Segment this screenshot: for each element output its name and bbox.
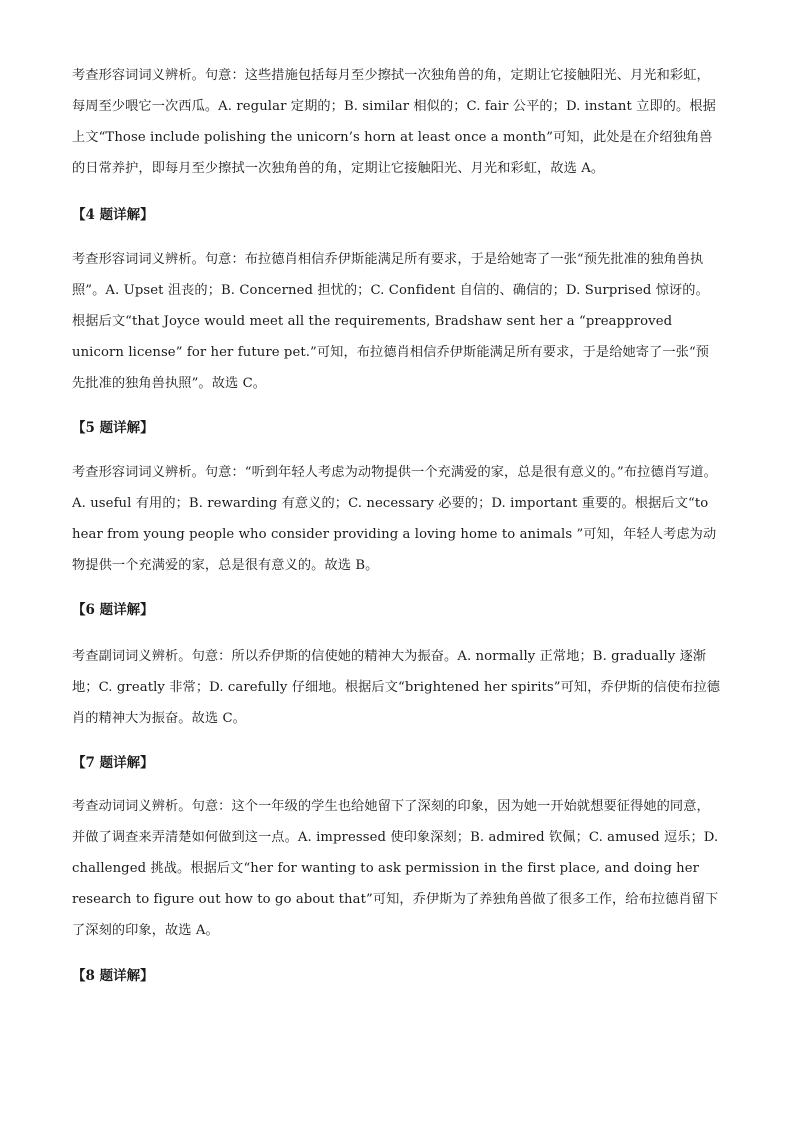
explanation-paragraph-3: 考查形容词词义辨析。句意：这些措施包括每月至少擦拭一次独角兽的角，定期让它接触阳光、月光和彩虹，每周至少喂它一次西瓜。A. regular 定期的；B. similar 相似的；C. fair 公平的；D. instant 立即的。根据上文“Those include polishing the unicorn’s horn at least once a month”可知，此处是在介绍独角兽的日常养护，即每月至少擦拭一次独角兽的角，定期让它接触阳光、月光和彩虹，故选 A。 <box>72 68 716 176</box>
explanation-paragraph-5: 考查形容词词义辨析。句意：“听到年轻人考虑为动物提供一个充满爱的家，总是很有意义的。”布拉德肖写道。A. useful 有用的；B. rewarding 有意义的；C. necessary 必要的；D. important 重要的。根据后文“to hear from young people who consider providing a loving home to animals ”可知，年轻人考虑为动物提供一个充满爱的家，总是很有意义的。故选 B。 <box>72 465 717 573</box>
question-heading-4: 【4 题详解】 <box>72 207 154 223</box>
explanation-paragraph-7: 考查动词词义辨析。句意：这个一年级的学生也给她留下了深刻的印象，因为她一开始就想要征得她的同意，并做了调查来弄清楚如何做到这一点。A. impressed 使印象深刻；B. admired 钦佩；C. amused 逗乐；D. challenged 挑战。根据后文“her for wanting to ask permission in the first place, and doing her research to figure out how to go about that”可知，乔伊斯为了养独角兽做了很多工作，给布拉德肖留下了深刻的印象，故选 A。 <box>72 799 719 938</box>
question-heading-7: 【7 题详解】 <box>72 755 154 771</box>
explanation-paragraph-4: 考查形容词词义辨析。句意：布拉德肖相信乔伊斯能满足所有要求，于是给她寄了一张“预先批准的独角兽执照”。A. Upset 沮丧的；B. Concerned 担忧的；C. Confident 自信的、确信的；D. Surprised 惊讶的。根据后文“that Joyce would meet all the requirements, Bradshaw sent her a “preapproved unicorn license” for her future pet.”可知，布拉德肖相信乔伊斯能满足所有要求，于是给她寄了一张“预先批准的独角兽执照”。故选 C。 <box>72 252 710 391</box>
explanation-paragraph-6: 考查副词词义辨析。句意：所以乔伊斯的信使她的精神大为振奋。A. normally 正常地；B. gradually 逐渐地；C. greatly 非常；D. carefully 仔细地。根据后文“brightened her spirits”可知，乔伊斯的信使布拉德肖的精神大为振奋。故选 C。 <box>72 649 721 726</box>
question-heading-6: 【6 题详解】 <box>72 602 154 618</box>
question-heading-5: 【5 题详解】 <box>72 420 154 436</box>
question-heading-8: 【8 题详解】 <box>72 968 154 984</box>
